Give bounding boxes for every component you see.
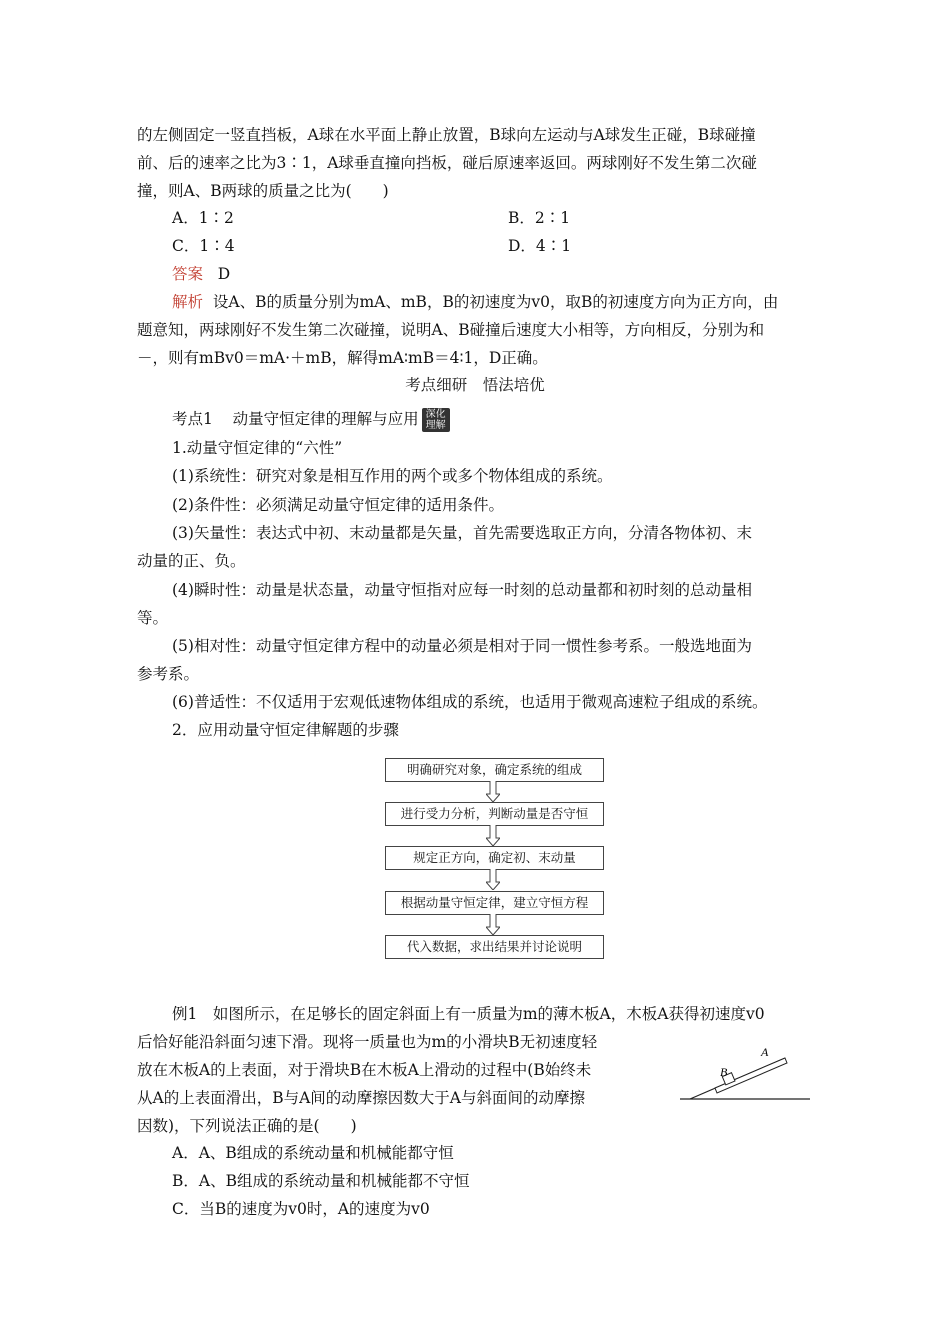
six-p1: (1)系统性：研究对象是相互作用的两个或多个物体组成的系统。 — [172, 467, 613, 485]
flow-arrow-icon — [486, 825, 500, 846]
kaodian-title: 动量守恒定律的理解与应用 — [232, 410, 419, 428]
intro-line-3: 撞，则A、B两球的质量之比为( ) — [137, 182, 389, 200]
deepen-badge: 深化 理解 — [422, 408, 450, 432]
example-line-3: 放在木板A的上表面，对于滑块B在木板A上滑动的过程中(B始终未 — [137, 1061, 592, 1079]
flow-step-3: 规定正方向，确定初、末动量 — [385, 846, 604, 870]
kaodian-label: 考点1 — [172, 410, 213, 428]
label-a: A — [761, 1045, 769, 1059]
incline-figure — [675, 1044, 815, 1106]
example-option-a: A．A、B组成的系统动量和机械能都守恒 — [172, 1144, 454, 1162]
six-p6: (6)普适性：不仅适用于宏观低速物体组成的系统，也适用于微观高速粒子组成的系统。 — [172, 693, 768, 711]
label-b: B — [720, 1065, 728, 1079]
six-p4b: 等。 — [137, 609, 169, 627]
analysis-line-3: －，则有mBv0＝mA·＋mB，解得mA∶mB＝4∶1，D正确。 — [137, 349, 548, 367]
six-p5a: (5)相对性：动量守恒定律方程中的动量必须是相对于同一惯性参考系。一般选地面为 — [172, 637, 752, 655]
analysis-line-2: 题意知，两球刚好不发生第二次碰撞，说明A、B碰撞后速度大小相等，方向相反，分别为和 — [137, 321, 765, 339]
example-line-5: 因数)，下列说法正确的是( ) — [137, 1117, 357, 1135]
example-option-b: B．A、B组成的系统动量和机械能都不守恒 — [172, 1172, 470, 1190]
option-a: A．1∶2 — [172, 209, 234, 227]
flow-step-1: 明确研究对象，确定系统的组成 — [385, 758, 604, 782]
flow-arrow-icon — [486, 869, 500, 890]
answer-value: D — [217, 265, 231, 283]
example-line-4: 从A的上表面滑出，B与A间的动摩擦因数大于A与斜面间的动摩擦 — [137, 1089, 585, 1107]
six-heading: 1.动量守恒定律的“六性” — [172, 439, 343, 457]
steps-heading: 2．应用动量守恒定律解题的步骤 — [172, 721, 399, 739]
six-p4a: (4)瞬时性：动量是状态量，动量守恒指对应每一时刻的总动量都和初时刻的总动量相 — [172, 581, 752, 599]
option-c: C．1∶4 — [172, 237, 235, 255]
option-d: D．4∶1 — [508, 237, 572, 255]
example-line-2: 后恰好能沿斜面匀速下滑。现将一质量也为m的小滑块B无初速度轻 — [137, 1033, 598, 1051]
six-p3b: 动量的正、负。 — [137, 552, 246, 570]
flow-step-4: 根据动量守恒定律，建立守恒方程 — [385, 891, 604, 915]
six-p2: (2)条件性：必须满足动量守恒定律的适用条件。 — [172, 496, 504, 514]
flow-arrow-icon — [486, 781, 500, 802]
six-p5b: 参考系。 — [137, 665, 200, 683]
analysis-line-1 — [172, 292, 778, 312]
analysis-text-1: 设A、B的质量分别为mA、mB，B的初速度为v0，取B的初速度方向为正方向，由 — [212, 293, 779, 311]
flow-step-2: 进行受力分析，判断动量是否守恒 — [385, 802, 604, 826]
answer-label: 答案 — [172, 265, 204, 283]
section-title: 考点细研 悟法培优 — [405, 376, 545, 394]
answer-line — [172, 264, 230, 284]
option-b: B．2∶1 — [508, 209, 571, 227]
flow-step-5: 代入数据，求出结果并讨论说明 — [385, 935, 604, 959]
example-line-1: 例1 如图所示，在足够长的固定斜面上有一质量为m的薄木板A，木板A获得初速度v0 — [172, 1005, 765, 1023]
example-option-c: C．当B的速度为v0时，A的速度为v0 — [172, 1200, 430, 1218]
six-p3a: (3)矢量性：表达式中初、末动量都是矢量，首先需要选取正方向，分清各物体初、末 — [172, 524, 752, 542]
kaodian-heading — [172, 408, 450, 432]
analysis-label: 解析 — [172, 293, 204, 311]
flow-arrow-icon — [486, 914, 500, 935]
intro-line-1: 的左侧固定一竖直挡板，A球在水平面上静止放置，B球向左运动与A球发生正碰，B球碰撞 — [137, 126, 756, 144]
intro-line-2: 前、后的速率之比为3∶1，A球垂直撞向挡板，碰后原速率返回。两球刚好不发生第二次碰 — [137, 154, 757, 172]
